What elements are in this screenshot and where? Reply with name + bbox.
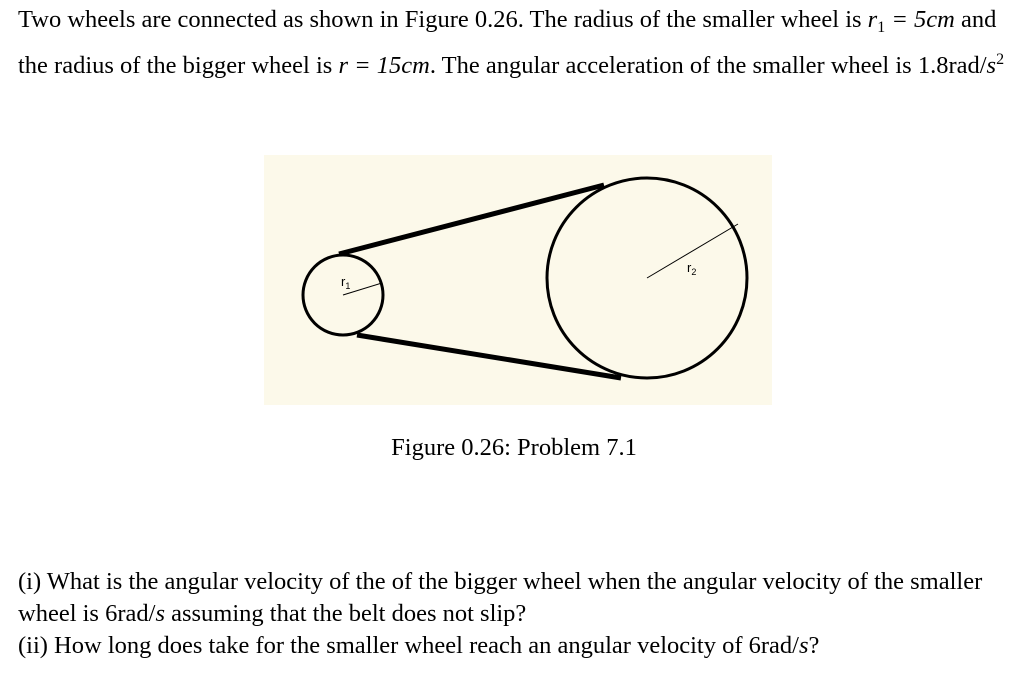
alpha-value: 1.8rad/ [917, 52, 987, 79]
problem-statement [18, 4, 1018, 82]
r1-symbol: r [867, 6, 878, 33]
intro-text-3: . The angular acceleration of the smaller wheel is [429, 52, 918, 79]
alpha-unit-s: s [986, 52, 997, 79]
intro-text-1: Two wheels are connected as shown in Figure 0.26. The radius of the smaller wheel is [18, 6, 868, 33]
q2-text-2: ? [808, 632, 820, 659]
question-1 [18, 566, 1018, 630]
belt-wheels-figure [264, 155, 772, 405]
q1-unit-s: s [155, 600, 165, 627]
q2-text-1: (ii) How long does take for the smaller wheel reach an angular velocity of 6rad/ [18, 632, 799, 659]
q1-text-1: (i) What is the angular velocity of the of the bigger wheel when the angular velocity of the smaller wheel is 6rad/ [18, 568, 983, 627]
r1-value: = 5cm [885, 6, 955, 33]
r2-label: $r_2$ [687, 260, 697, 277]
r1-subscript: 1 [877, 19, 886, 36]
r-value: r = 15cm [338, 52, 430, 79]
intro-text-2: and the radius of the bigger wheel is [18, 6, 997, 79]
q1-text-2: assuming that the belt does not slip? [164, 600, 527, 627]
q2-unit-s: s [799, 632, 809, 659]
question-2 [18, 630, 1018, 662]
alpha-exponent: 2 [996, 51, 1005, 68]
figure-caption: Figure 0.26: Problem 7.1 [391, 434, 637, 461]
r1-label: $r_1$ [341, 274, 351, 291]
belt-diagram [264, 155, 772, 405]
